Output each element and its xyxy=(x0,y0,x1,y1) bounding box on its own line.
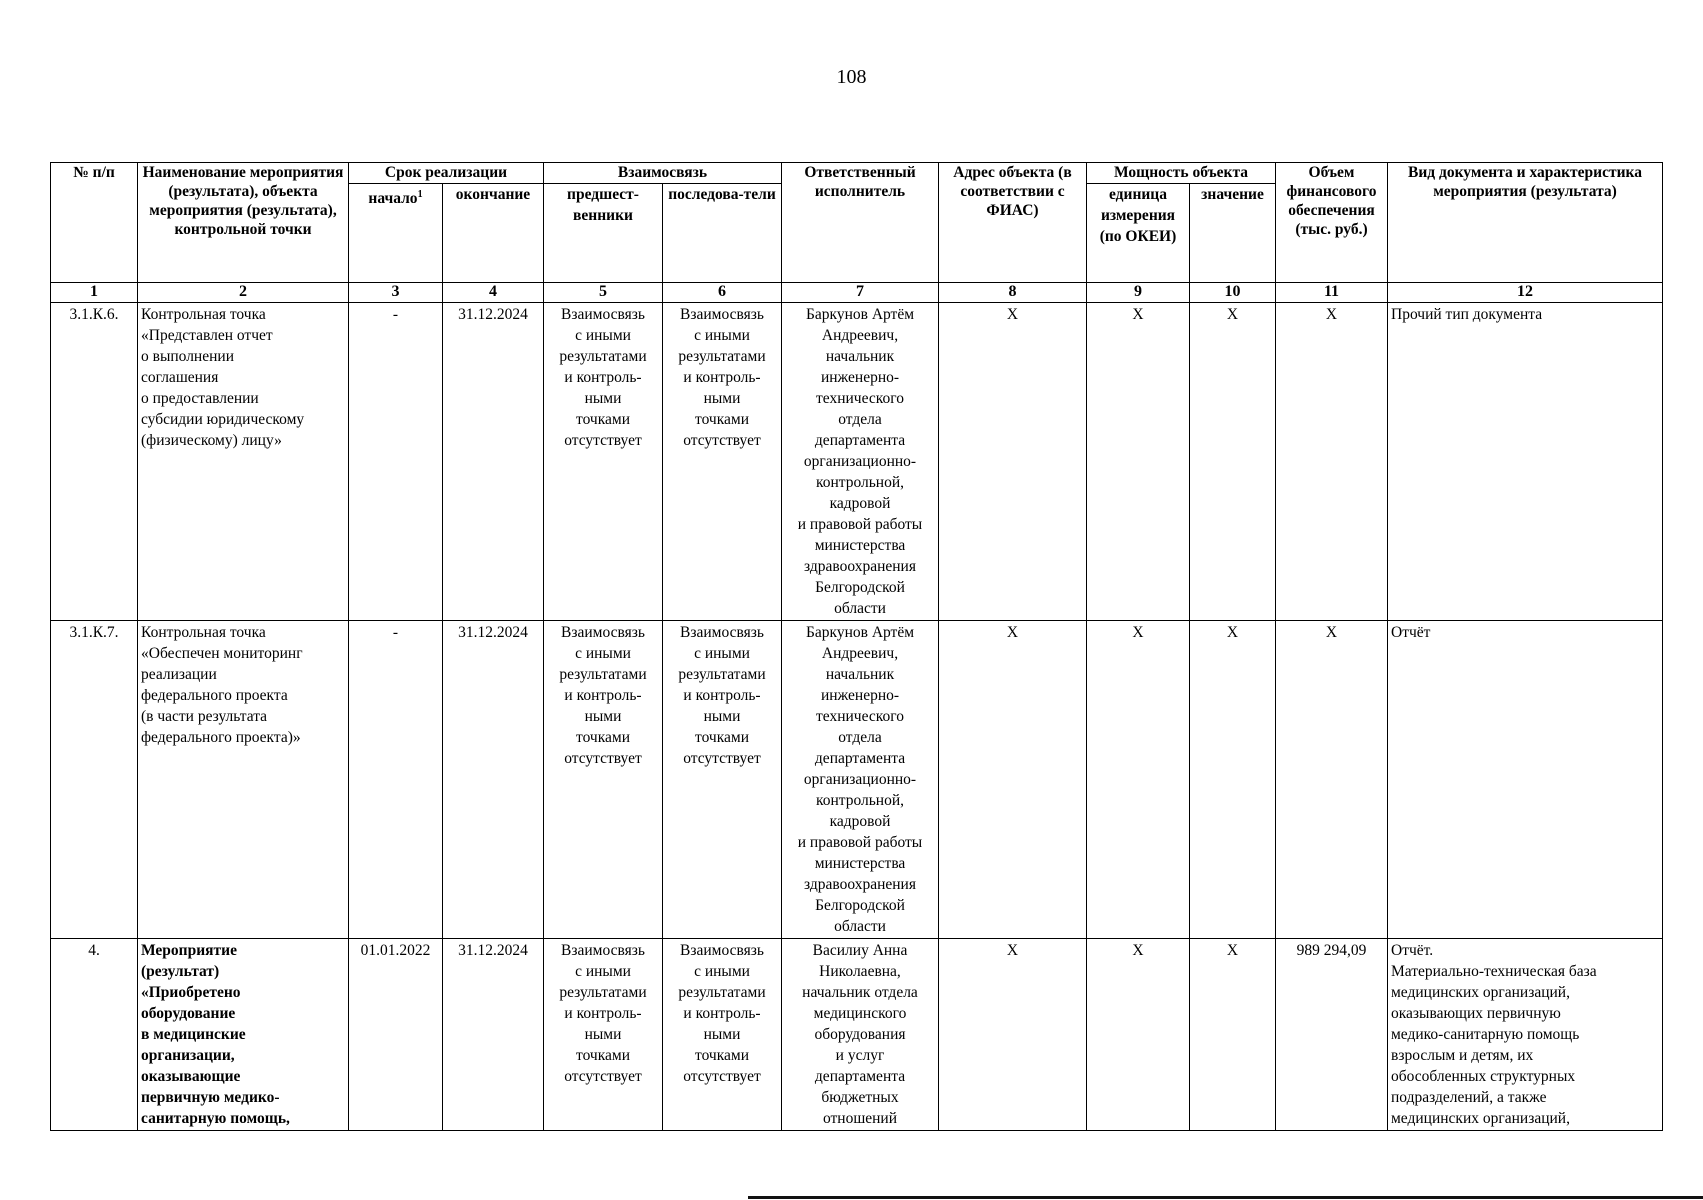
row-predecessors: Взаимосвязь с иными результатами и контроль- ными точками отсутствует xyxy=(544,303,663,621)
activities-table xyxy=(50,162,1663,1131)
table-row xyxy=(51,303,1663,621)
row-finance: 989 294,09 xyxy=(1276,939,1388,1131)
header-start-label: начало xyxy=(368,190,418,208)
header-period: Срок реализации xyxy=(349,163,544,184)
row-successors: Взаимосвязь с иными результатами и контроль- ными точками отсутствует xyxy=(663,303,782,621)
row-predecessors: Взаимосвязь с иными результатами и контроль- ными точками отсутствует xyxy=(544,621,663,939)
page-number: 108 xyxy=(836,66,867,88)
col-number: 6 xyxy=(663,283,782,303)
row-address: Х xyxy=(939,939,1087,1131)
header-finance: Объем финансового обеспечения (тыс. руб.) xyxy=(1276,163,1388,283)
col-number: 9 xyxy=(1087,283,1190,303)
row-address: Х xyxy=(939,303,1087,621)
header-end: окончание xyxy=(443,184,544,283)
col-number: 11 xyxy=(1276,283,1388,303)
header-name: Наименование мероприятия (результата), объекта мероприятия (результата), контрольной точки xyxy=(138,163,349,283)
col-number: 5 xyxy=(544,283,663,303)
col-number: 7 xyxy=(782,283,939,303)
row-num: 3.1.К.6. xyxy=(51,303,138,621)
col-number: 12 xyxy=(1388,283,1663,303)
row-value: Х xyxy=(1190,621,1276,939)
header-unit: единица измерения (по ОКЕИ) xyxy=(1087,184,1190,283)
row-name: Контрольная точка «Представлен отчет о выполнении соглашения о предоставлении субсидии юридическому (физическому) лицу» xyxy=(138,303,349,621)
header-responsible: Ответственный исполнитель xyxy=(782,163,939,283)
row-successors: Взаимосвязь с иными результатами и контроль- ными точками отсутствует xyxy=(663,939,782,1131)
row-name: Мероприятие (результат) «Приобретено оборудование в медицинские организации, оказывающие первичную медико- санитарную помощь, xyxy=(138,939,349,1131)
table-row xyxy=(51,621,1663,939)
row-start: 01.01.2022 xyxy=(349,939,443,1131)
header-successors: последова-тели xyxy=(663,184,782,283)
header-address: Адрес объекта (в соответствии с ФИАС) xyxy=(939,163,1087,283)
header-link: Взаимосвязь xyxy=(544,163,782,184)
header-doctype: Вид документа и характеристика мероприятия (результата) xyxy=(1388,163,1663,283)
row-unit: Х xyxy=(1087,303,1190,621)
col-number: 8 xyxy=(939,283,1087,303)
row-responsible: Баркунов Артём Андреевич, начальник инженерно- технического отдела департамента организационно- контрольной, кадровой и правовой работы министерства здравоохранения Белгородской области xyxy=(782,621,939,939)
row-start: - xyxy=(349,621,443,939)
row-unit: Х xyxy=(1087,939,1190,1131)
row-address: Х xyxy=(939,621,1087,939)
row-unit: Х xyxy=(1087,621,1190,939)
header-start-footnote: 1 xyxy=(417,189,423,200)
header-capacity: Мощность объекта xyxy=(1087,163,1276,184)
row-value: Х xyxy=(1190,939,1276,1131)
row-doc: Отчёт. Материально-техническая база медицинских организаций, оказывающих первичную медико-санитарную помощь взрослым и детям, их обособленных структурных подразделений, а также медицинских организаций, xyxy=(1388,939,1663,1131)
row-name: Контрольная точка «Обеспечен мониторинг реализации федерального проекта (в части результата федерального проекта)» xyxy=(138,621,349,939)
col-number: 1 xyxy=(51,283,138,303)
row-end: 31.12.2024 xyxy=(443,303,544,621)
bottom-rule xyxy=(748,1196,1703,1199)
row-doc: Отчёт xyxy=(1388,621,1663,939)
col-number: 4 xyxy=(443,283,544,303)
row-responsible: Василиу Анна Николаевна, начальник отдела медицинского оборудования и услуг департамента бюджетных отношений xyxy=(782,939,939,1131)
header-num: № п/п xyxy=(51,163,138,283)
header-start xyxy=(349,184,443,283)
row-finance: Х xyxy=(1276,621,1388,939)
table-row xyxy=(51,939,1663,1131)
header-value: значение xyxy=(1190,184,1276,283)
row-end: 31.12.2024 xyxy=(443,939,544,1131)
row-num: 4. xyxy=(51,939,138,1131)
row-responsible: Баркунов Артём Андреевич, начальник инженерно- технического отдела департамента организационно- контрольной, кадровой и правовой работы министерства здравоохранения Белгородской области xyxy=(782,303,939,621)
row-end: 31.12.2024 xyxy=(443,621,544,939)
row-doc: Прочий тип документа xyxy=(1388,303,1663,621)
row-start: - xyxy=(349,303,443,621)
row-finance: Х xyxy=(1276,303,1388,621)
col-number: 2 xyxy=(138,283,349,303)
row-predecessors: Взаимосвязь с иными результатами и контроль- ными точками отсутствует xyxy=(544,939,663,1131)
row-value: Х xyxy=(1190,303,1276,621)
header-predecessors: предшест-венники xyxy=(544,184,663,283)
col-number: 3 xyxy=(349,283,443,303)
row-num: 3.1.К.7. xyxy=(51,621,138,939)
row-successors: Взаимосвязь с иными результатами и контроль- ными точками отсутствует xyxy=(663,621,782,939)
col-number: 10 xyxy=(1190,283,1276,303)
